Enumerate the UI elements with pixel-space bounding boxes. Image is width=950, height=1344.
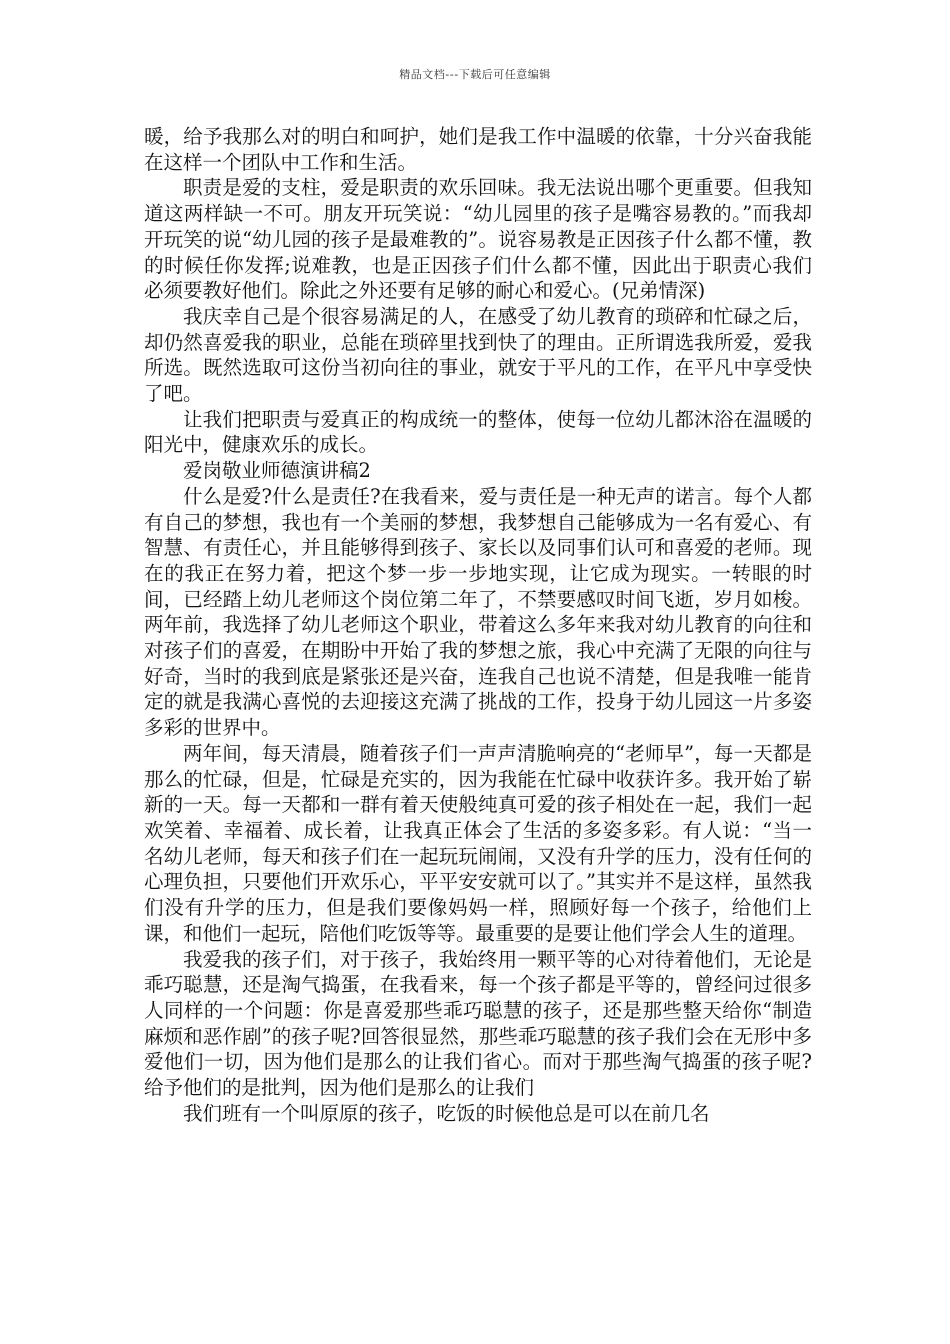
paragraph: 让我们把职责与爱真正的构成统一的整体，使每一位幼儿都沐浴在温暖的阳光中，健康欢乐的成长。 (144, 407, 812, 457)
paragraph: 我爱我的孩子们，对于孩子，我始终用一颗平等的心对待着他们，无论是乖巧聪慧，还是淘气捣蛋，在我看来，每一个孩子都是平等的，曾经问过很多人同样的一个问题：你是喜爱那些乖巧聪慧的孩子，还是那些整天给你“制造麻烦和恶作剧”的孩子呢?回答很显然，那些乖巧聪慧的孩子我们会在无形中多爱他们一切，因为他们是那么的让我们省心。而对于那些淘气捣蛋的孩子呢?给予他们的是批判，因为他们是那么的让我们 (144, 947, 812, 1100)
document-body (144, 124, 812, 1126)
paragraph: 两年间，每天清晨，随着孩子们一声声清脆响亮的“老师早”，每一天都是那么的忙碌，但是，忙碌是充实的，因为我能在忙碌中收获许多。我开始了崭新的一天。每一天都和一群有着天使般纯真可爱的孩子相处在一起，我们一起欢笑着、幸福着、成长着，让我真正体会了生活的多姿多彩。有人说：“当一名幼儿老师，每天和孩子们在一起玩玩闹闹，又没有升学的压力，没有任何的心理负担，只要他们开欢乐心，平平安安就可以了。”其实并不是这样，虽然我们没有升学的压力，但是我们要像妈妈一样，照顾好每一个孩子，给他们上课，和他们一起玩，陪他们吃饭等等。最重要的是要让他们学会人生的道理。 (144, 741, 812, 945)
paragraph: 我庆幸自己是个很容易满足的人，在感受了幼儿教育的琐碎和忙碌之后，却仍然喜爱我的职业，总能在琐碎里找到快了的理由。正所谓选我所爱，爱我所选。既然选取可这份当初向往的事业，就安于平凡的工作，在平凡中享受快了吧。 (144, 304, 812, 406)
paragraph: 暖，给予我那么对的明白和呵护，她们是我工作中温暖的依靠，十分兴奋我能在这样一个团队中工作和生活。 (144, 125, 812, 174)
section-heading: 爱岗敬业师德演讲稿2 (183, 459, 371, 483)
paragraph: 职责是爱的支柱，爱是职责的欢乐回味。我无法说出哪个更重要。但我知道这两样缺一不可。朋友开玩笑说：“幼儿园里的孩子是嘴容易教的。”而我却开玩笑的说“幼儿园的孩子是最难教的”。说容易教是正因孩子什么都不懂，教的时候任你发挥;说难教，也是正因孩子们什么都不懂，因此出于职责心我们必须要教好他们。除此之外还要有足够的耐心和爱心。(兄弟情深) (144, 176, 812, 303)
paragraph: 我们班有一个叫原原的孩子，吃饭的时候他总是可以在前几名 (183, 1101, 710, 1125)
page-header: 精品文档---下载后可任意编辑 (399, 68, 551, 81)
paragraph: 什么是爱?什么是责任?在我看来，爱与责任是一种无声的诺言。每个人都有自己的梦想，我也有一个美丽的梦想，我梦想自己能够成为一名有爱心、有智慧、有责任心，并且能够得到孩子、家长以及同事们认可和喜爱的老师。现在的我正在努力着，把这个梦一步一步地实现，让它成为现实。一转眼的时间，已经踏上幼儿老师这个岗位第二年了，不禁要感叹时间飞逝，岁月如梭。两年前，我选择了幼儿老师这个职业，带着这么多年来我对幼儿教育的向往和对孩子们的喜爱，在期盼中开始了我的梦想之旅，我心中充满了无限的向往与好奇，当时的我到底是紧张还是兴奋，连我自己也说不清楚，但是我唯一能肯定的就是我满心喜悦的去迎接这充满了挑战的工作，投身于幼儿园这一片多姿多彩的世界中。 (144, 484, 812, 740)
